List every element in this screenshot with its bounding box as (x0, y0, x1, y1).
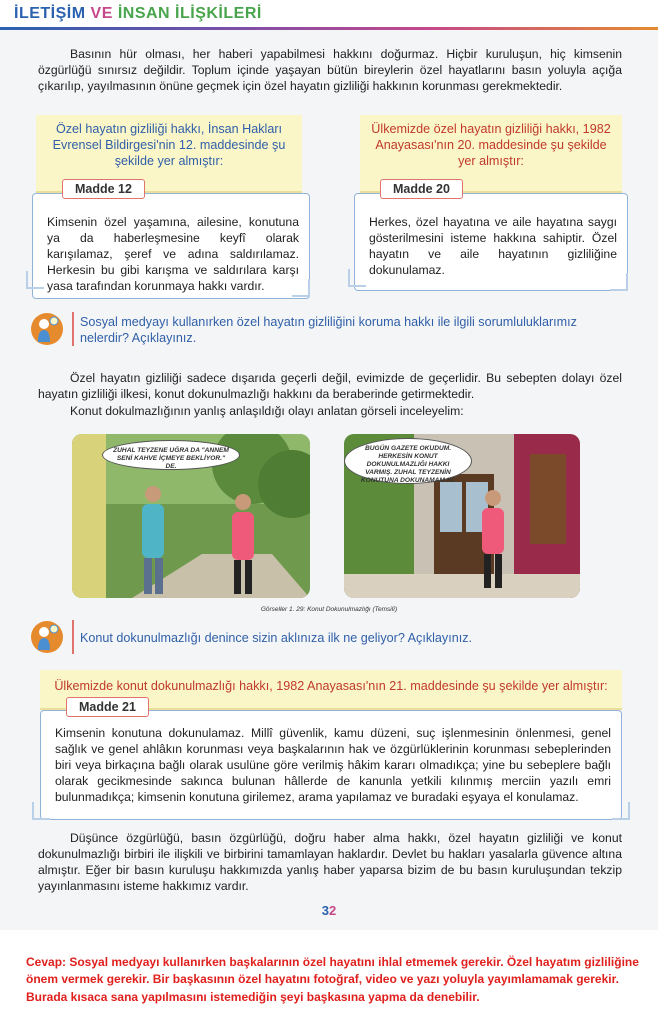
box-madde-21 (40, 670, 622, 822)
madde-21-tab: Madde 21 (66, 697, 149, 717)
chapter-title (14, 5, 262, 23)
thinking-person-icon (30, 312, 64, 346)
thinking-person-icon (30, 620, 64, 654)
chapter-title-part3: İNSAN İLİŞKİLERİ (117, 5, 262, 22)
paragraph-2: Özel hayatın gizliliği sadece dışarıda geçerli değil, evimizde de geçerlidir. Bu sebepten dolayı özel hayatın gizliliği ilkesi, konut dokunulmazlığı hakkını da beraberinde getirmektedir. (38, 371, 622, 401)
question-divider (72, 620, 74, 654)
corner-ornament (612, 802, 630, 820)
madde-20-tab: Madde 20 (380, 179, 463, 199)
textbook-page (0, 30, 658, 930)
corner-ornament (292, 279, 310, 297)
box-madde-12-body: Kimsenin özel yaşamına, ailesine, konutuna ya da haberleşmesine keyfî olarak karışılamaz, şeref ve adına saldırılamaz. Herkesin bu gibi karışma ve saldırılara karşı yasa tarafından korunmaya hakkı vardır. (32, 193, 310, 299)
madde-12-tab: Madde 12 (62, 179, 145, 199)
chapter-title-part2: VE (90, 5, 113, 22)
speech-bubble-left: ZUHAL TEYZENE UĞRA DA "ANNEM SENİ KAHVE İÇMEYE BEKLİYOR." DE. (102, 440, 240, 470)
page-number (0, 903, 658, 918)
box-madde-12-heading: Özel hayatın gizliliği hakkı, İnsan Hakları Evrensel Bildirgesi'nin 12. maddesinde şu şekilde yer almıştır: (36, 115, 302, 193)
box-madde-20 (360, 115, 622, 301)
page-number-digit-1: 3 (321, 903, 329, 918)
photo-left (72, 434, 310, 598)
intro-paragraph: Basının hür olması, her haberi yapabilmesi hakkını doğurmaz. Hiçbir kuruluşun, hiç kimsenin özgürlüğü sınırsız değildir. Toplum içinde yaşayan bütün bireylerin özel hayatlarını basın yoluyla açığa çıkarılıp, yayılmasının önüne geçmek için özel hayatın gizliliği hakkının korunması gerekmektedir. (38, 47, 622, 93)
paragraph-3: Konut dokulmazlığının yanlış anlaşıldığı olayı anlatan görseli inceleyelim: (70, 404, 464, 418)
corner-ornament (610, 273, 628, 291)
box-madde-21-heading: Ülkemizde konut dokunulmazlığı hakkı, 1982 Anayasası'nın 21. maddesinde şu şekilde yer almıştır: (40, 670, 622, 710)
photo-right (344, 434, 580, 598)
box-madde-12 (36, 115, 302, 301)
corner-ornament (348, 269, 366, 287)
box-madde-20-heading: Ülkemizde özel hayatın gizliliği hakkı, 1982 Anayasası'nın 20. maddesinde şu şekilde yer almıştır: (360, 115, 622, 193)
question-1 (30, 312, 630, 352)
chapter-title-part1: İLETİŞİM (14, 5, 86, 22)
question-divider (72, 312, 74, 346)
corner-ornament (32, 802, 50, 820)
speech-bubble-right: BUGÜN GAZETE OKUDUM. HERKESİN KONUT DOKUNULMAZLIĞI HAKKI VARMIŞ. ZUHAL TEYZENİN KONUTUNA DOKUNAMAM Kİ. (344, 438, 472, 484)
question-1-text: Sosyal medyayı kullanırken özel hayatın gizliliğini koruma hakkı ile ilgili sorumluluklarımız nelerdir? Açıklayınız. (80, 315, 577, 345)
photo-caption: Görseller 1. 29: Konut Dokunulmazlığı (Temsilî) (260, 606, 398, 613)
page-number-digit-2: 2 (329, 903, 337, 918)
question-2 (30, 620, 630, 660)
answer-text: Cevap: Sosyal medyayı kullanırken başkalarının özel hayatını ihlal etmemek gerekir. Özel hayatım gizliliğine önem vermek gerekir. Bir başkasının özel hayatını fotoğraf, video ve yazı yoluyla yayımlamamak gerekir. Burada kısaca sana yapılmasını istemediğin şeyi başkasına yapma da denebilir. (26, 955, 639, 1004)
question-2-text: Konut dokunulmazlığı denince sizin aklınıza ilk ne geliyor? Açıklayınız. (80, 631, 473, 645)
box-madde-21-body: Kimsenin konutuna dokunulamaz. Millî güvenlik, kamu düzeni, suç işlenmesinin önlenmesi, genel sağlık ve genel ahlâkın korunması veya başkalarının hak ve özgürlüklerinin korunması sebeplerinden biri veya birkaçına bağlı olarak usulüne göre verilmiş hâkim kararı olmadıkça; yine bu sebeplere bağlı olarak gecikmesinde sakınca bulunan hâllerde de kanunla yetkili kılınmış merciin yazılı emri bulunmadıkça; kimsenin konutuna girilemez, arama yapılamaz ve buradaki eşyaya el konulamaz. (40, 710, 622, 820)
paragraph-4: Düşünce özgürlüğü, basın özgürlüğü, doğru haber alma hakkı, özel hayatın gizliliği ve konut dokunulmazlığı birbiri ile ilişkili ve birbirini tamamlayan haklardır. Devlet bu hakları yasalarla güvence altına almıştır. Eğer bir basın kuruluşu hakkımızda yanlış haber yaparsa bizim de bu basın kuruluşundan tekzip yayınlanmasını isteme hakkımız vardır. (38, 831, 622, 893)
box-madde-20-body: Herkes, özel hayatına ve aile hayatına saygı gösterilmesini isteme hakkına sahiptir. Özel hayatın ve aile hayatının gizliliğine dokunulamaz. (354, 193, 628, 291)
corner-ornament (26, 271, 44, 289)
page-header (0, 0, 658, 30)
